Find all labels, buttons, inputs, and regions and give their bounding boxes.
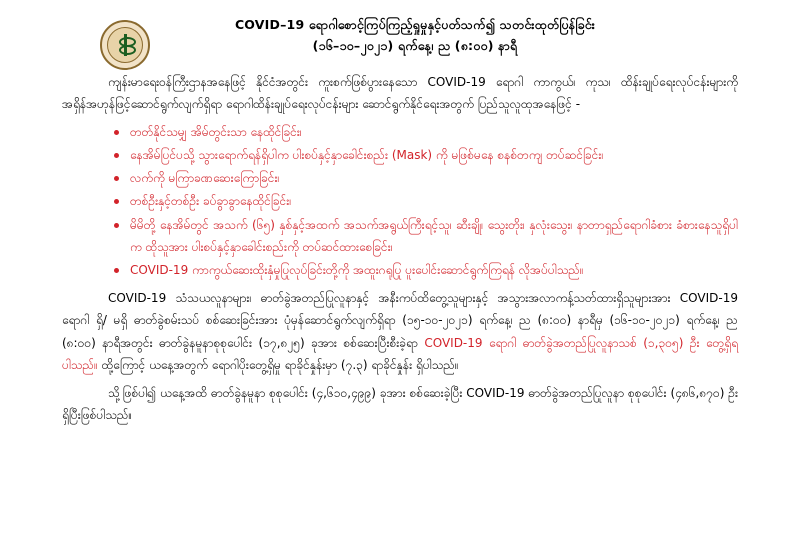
list-item: လက်ကို မကြာခဏဆေးကြောခြင်း၊ (114, 167, 738, 189)
list-item: မိမိတို့ နေအိမ်တွင် အသက် (၆၅) နှစ်နှင့်အထက် အသက်အရွယ်ကြီးရင့်သူ၊ ဆီးချို၊ သွေးတိုး၊ နှလုံးသွေး၊ နာတာရှည်ရောဂါခံစား ခံစားနေသူရှိပါက ထိုသူအား ပါးစပ်နှင့်နှာခေါင်းစည်းကို တပ်ဆင်ထားစေခြင်း၊ (114, 214, 738, 258)
list-item: COVID-19 ကာကွယ်ဆေးထိုးနှံမှုပြုလုပ်ခြင်းတို့ကို အထူးဂရုပြု ပူးပေါင်းဆောင်ရွက်ကြရန် လိုအပ်ပါသည်။ (114, 259, 738, 281)
seal-staff-icon (124, 34, 127, 56)
new-cases-highlight: COVID-19 ရောဂါ ဓာတ်ခွဲအတည်ပြုလူနာသစ် (၁,၃၀၅) ဦး တွေ့ရှိရပါသည်။ (62, 335, 738, 372)
precaution-list (62, 121, 738, 281)
document-title (62, 14, 738, 57)
intro-paragraph: ကျန်းမာရေးဝန်ကြီးဌာနအနေဖြင့် နိုင်ငံအတွင်း ကူးစက်ဖြစ်ပွားနေသော COVID-19 ရောဂါ ကာကွယ်၊ ကုသ၊ ထိန်းချုပ်ရေးလုပ်ငန်းများကို အရှိန်အဟုန်ဖြင့်ဆောင်ရွက်လျက်ရှိရာ ရောဂါထိန်းချုပ်ရေးလုပ်ငန်းများ ဆောင်ရွက်နိုင်ရေးအတွက် ပြည်သူလူထုအနေဖြင့် - (62, 74, 738, 111)
testing-paragraph (62, 287, 738, 376)
testing-paragraph-segment-1: COVID-19 သံသယလူနာများ၊ ဓာတ်ခွဲအတည်ပြုလူနာနှင့် အနီးကပ်ထိတွေ့သူများနှင့် အသွားအလာကန့်သတ်ထားရှိသူများအား COVID-19 ရောဂါ ရှိ/ မရှိ ဓာတ်ခွဲစမ်းသပ် စစ်ဆေးခြင်းအား ပုံမှန်ဆောင်ရွက်လျက်ရှိရာ (၁၅-၁၀-၂၀၂၁) ရက်နေ့၊ ည (၈:၀၀) နာရီမှ (၁၆-၁၀-၂၀၂၁) ရက်နေ့၊ ည (၈:၀၀) နာရီအတွင်း ဓာတ်ခွဲနမူနာစုစုပေါင်း (၁၇,၈၂၅) ခုအား စစ်ဆေးပြီးစီးခဲ့ရာ (62, 291, 738, 350)
list-item: တတ်နိုင်သမျှ အိမ်တွင်းသာ နေထိုင်ခြင်း၊ (114, 121, 738, 143)
title-line-2: (၁၆–၁၀–၂၀၂၁) ရက်နေ့၊ ည (၈:၀၀) နာရီ (312, 38, 518, 54)
document-body (62, 71, 738, 427)
list-item: နေအိမ်ပြင်ပသို့ သွားရောက်ရန်ရှိပါက ပါးစပ်နှင့်နှာခေါင်းစည်း (Mask) ကို မဖြစ်မနေ စနစ်တကျ တပ်ဆင်ခြင်း၊ (114, 144, 738, 166)
title-line-1: COVID–19 ရောဂါစောင့်ကြပ်ကြည့်ရှုမှုနှင့်ပတ်သက်၍ သတင်းထုတ်ပြန်ခြင်း (234, 17, 596, 32)
cumulative-paragraph: သို့ဖြစ်ပါ၍ ယနေ့အထိ ဓာတ်ခွဲနမူနာ စုစုပေါင်း (၄,၆၁၀,၄၉၉) ခုအား စစ်ဆေးခဲ့ပြီး COVID-19 ဓာတ်ခွဲအတည်ပြုလူနာ စုစုပေါင်း (၄၈၆,၈၇၀) ဦး ရှိပြီးဖြစ်ပါသည်။ (62, 385, 738, 423)
list-item: တစ်ဦးနှင့်တစ်ဦး ခပ်ခွာခွာနေထိုင်ခြင်း၊ (114, 190, 738, 212)
positivity-rate-segment: ထို့ကြောင့် ယနေ့အတွက် ရောဂါပိုးတွေ့ရှိမှု ရာခိုင်နှုန်းမှာ (၇.၃) ရာခိုင်နှုန်း ရှိပါသည်။ (97, 357, 459, 372)
ministry-seal-icon (100, 20, 150, 70)
seal-inner (107, 27, 143, 63)
